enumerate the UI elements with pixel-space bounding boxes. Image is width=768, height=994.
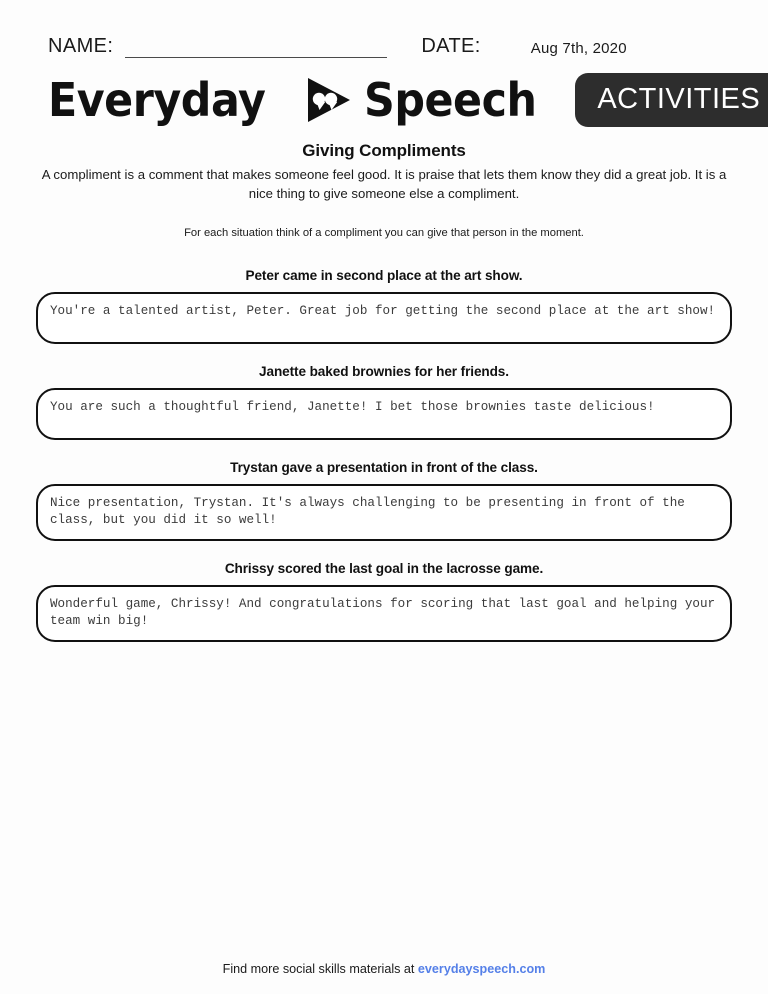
question-prompt: Peter came in second place at the art show. [245,268,523,283]
footer [0,962,768,976]
brand-header [0,62,768,138]
answer-text: You're a talented artist, Peter. Great job for getting the second place at the art show! [50,304,716,318]
answer-box[interactable] [36,484,732,541]
name-date-row [0,18,768,58]
quote-triangle-icon [296,69,358,131]
question-item [36,561,732,642]
date-value: Aug 7th, 2020 [530,40,627,57]
question-list [36,268,732,642]
question-item [36,268,732,344]
question-prompt: Janette baked brownies for her friends. [259,364,509,379]
name-input-line[interactable] [125,56,387,58]
name-label: NAME: [48,35,114,57]
answer-text: You are such a thoughtful friend, Janette! I bet those brownies taste delicious! [50,400,655,414]
page-title: Giving Compliments [302,141,466,160]
lesson-intro: A compliment is a comment that makes someone feel good. It is praise that lets them know they did a great job. It is a nice thing to give someone else a compliment. [41,167,727,201]
footer-text: Find more social skills materials at [222,962,418,976]
footer-link[interactable]: everydayspeech.com [417,962,546,976]
answer-box[interactable] [36,585,732,642]
brand-word-everyday: Everyday [48,73,266,127]
brand-logo [48,69,549,131]
date-label: DATE: [421,35,481,57]
lesson-directions: For each situation think of a compliment you can give that person in the moment. [184,227,584,239]
question-prompt: Chrissy scored the last goal in the lacrosse game. [224,561,544,576]
question-item [36,364,732,440]
answer-box[interactable] [36,292,732,344]
question-item [36,460,732,541]
answer-box[interactable] [36,388,732,440]
brand-word-speech: Speech [363,73,537,127]
answer-text: Wonderful game, Chrissy! And congratulations for scoring that last goal and helping your team win big! [50,597,723,628]
activities-badge: ACTIVITIES [575,73,768,127]
date-input[interactable] [491,40,667,58]
answer-text: Nice presentation, Trystan. It's always challenging to be presenting in front of the class, but you did it so well! [50,496,693,527]
name-field-group [48,36,387,58]
date-field-group [421,36,666,58]
question-prompt: Trystan gave a presentation in front of the class. [230,460,538,475]
